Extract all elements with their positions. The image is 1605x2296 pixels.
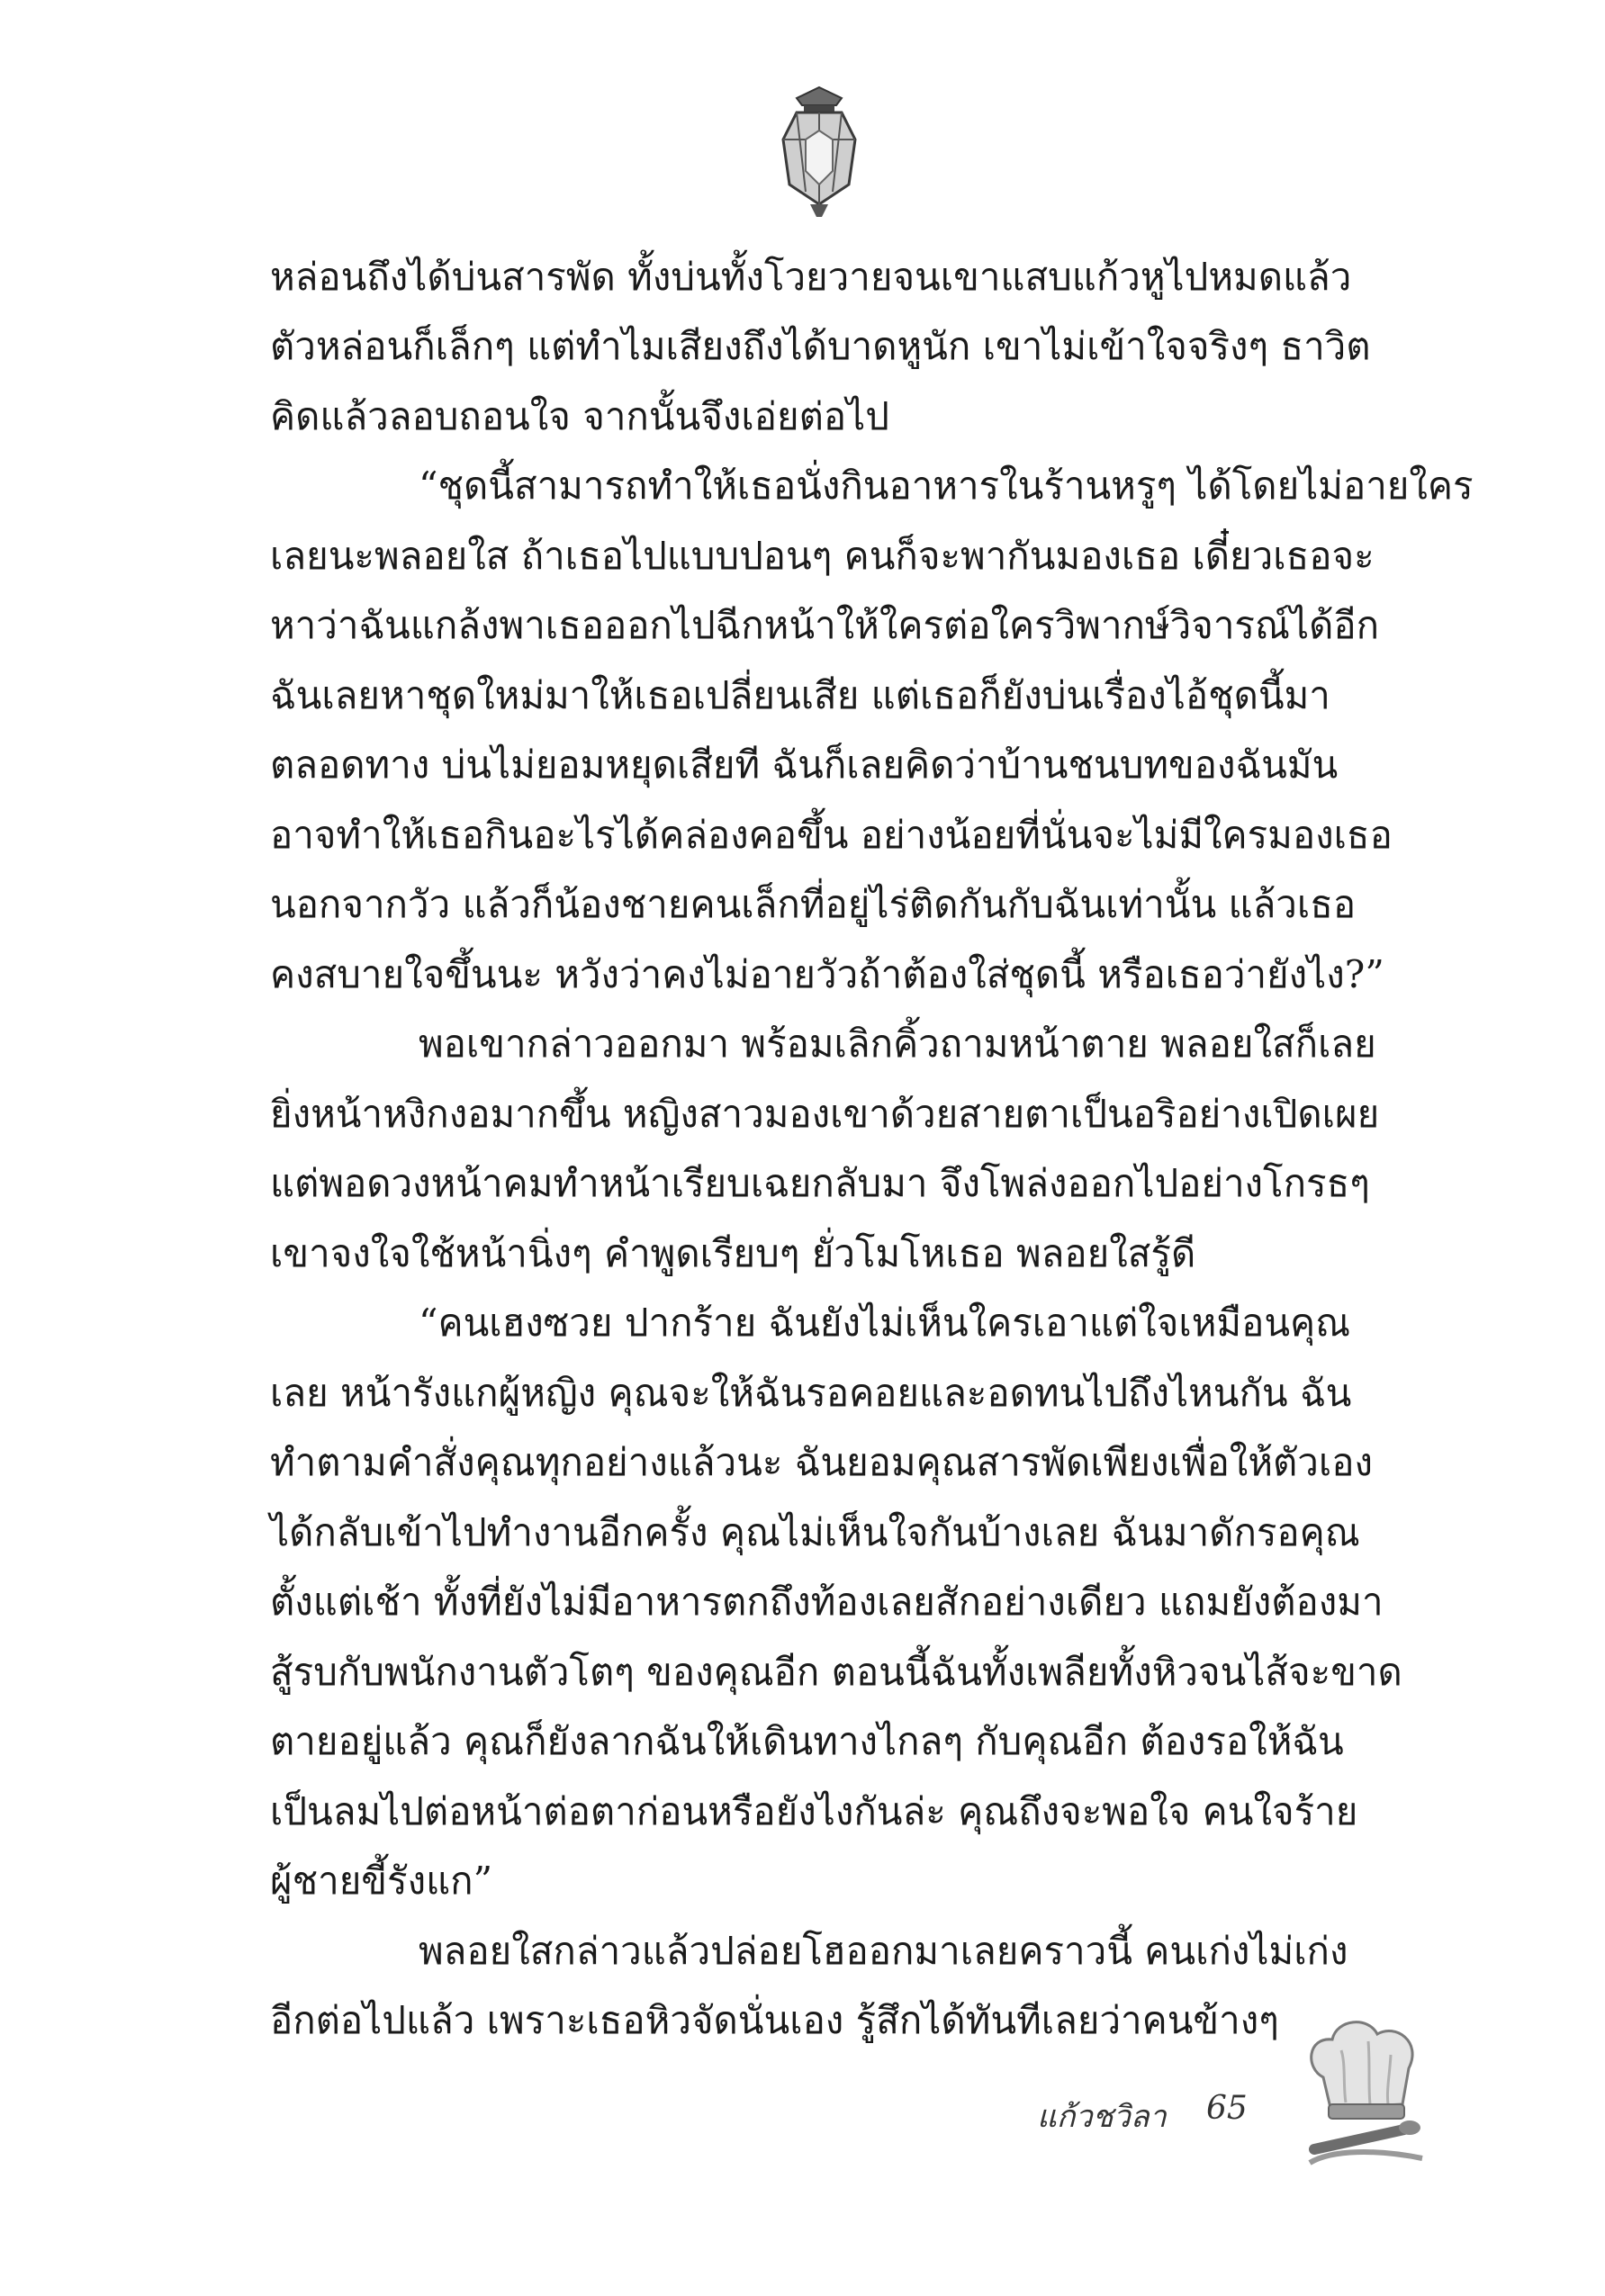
text-line: ตลอดทาง บ่นไม่ยอมหยุดเสียที ฉันก็เลยคิดว่าบ้านชนบทของฉันมัน — [270, 743, 1339, 787]
text-line: เป็นลมไปต่อหน้าต่อตาก่อนหรือยังไงกันล่ะ คุณถึงจะพอใจ คนใจร้าย — [270, 1789, 1358, 1833]
text-line: พอเขากล่าวออกมา พร้อมเลิกคิ้วถามหน้าตาย พลอยใสก็เลย — [419, 1022, 1376, 1066]
text-line: หล่อนถึงได้บ่นสารพัด ทั้งบ่นทั้งโวยวายจนเขาแสบแก้วหูไปหมดแล้ว — [270, 255, 1352, 299]
text-line: ตายอยู่แล้ว คุณก็ยังลากฉันให้เดินทางไกลๆ กับคุณอีก ต้องรอให้ฉัน — [270, 1719, 1344, 1763]
text-line: หาว่าฉันแกล้งพาเธอออกไปฉีกหน้าให้ใครต่อใครวิพากษ์วิจารณ์ได้อีก — [270, 603, 1380, 647]
text-line: สู้รบกับพนักงานตัวโตๆ ของคุณอีก ตอนนี้ฉันทั้งเพลียทั้งหิวจนไส้จะขาด — [270, 1650, 1402, 1694]
text-line: เลย หน้ารังแกผู้หญิง คุณจะให้ฉันรอคอยและอดทนไปถึงไหนกัน ฉัน — [270, 1371, 1352, 1415]
text-line: ฉันเลยหาชุดใหม่มาให้เธอเปลี่ยนเสีย แต่เธอก็ยังบ่นเรื่องไอ้ชุดนี้มา — [270, 673, 1330, 717]
text-line: อีกต่อไปแล้ว เพราะเธอหิวจัดนั่นเอง รู้สึกได้ทันทีเลยว่าคนข้างๆ — [270, 1998, 1279, 2042]
text-line: พลอยใสกล่าวแล้วปล่อยโฮออกมาเลยคราวนี้ คนเก่งไม่เก่ง — [419, 1929, 1348, 1973]
page-number: 65 — [1206, 2090, 1248, 2127]
text-line: เลยนะพลอยใส ถ้าเธอไปแบบปอนๆ คนก็จะพากันมองเธอ เดี๋ยวเธอจะ — [270, 534, 1375, 578]
text-line: คิดแล้วลอบถอนใจ จากนั้นจึงเอ่ยต่อไป — [270, 394, 889, 438]
text-line: ทำตามคำสั่งคุณทุกอย่างแล้วนะ ฉันยอมคุณสารพัดเพียงเพื่อให้ตัวเอง — [270, 1440, 1373, 1484]
text-line: แต่พอดวงหน้าคมทำหน้าเรียบเฉยกลับมา จึงโพล่งออกไปอย่างโกรธๆ — [270, 1161, 1370, 1205]
text-line: ตั้งแต่เช้า ทั้งที่ยังไม่มีอาหารตกถึงท้องเลยสักอย่างเดียว แถมยังต้องมา — [270, 1580, 1384, 1624]
text-line: ตัวหล่อนก็เล็กๆ แต่ทำไมเสียงถึงได้บาดหูนัก เขาไม่เข้าใจจริงๆ ธาวิต — [270, 324, 1371, 368]
text-line: นอกจากวัว แล้วก็น้องชายคนเล็กที่อยู่ไร่ติดกันกับฉันเท่านั้น แล้วเธอ — [270, 882, 1357, 926]
text-line: ยิ่งหน้าหงิกงอมากขึ้น หญิงสาวมองเขาด้วยสายตาเป็นอริอย่างเปิดเผย — [270, 1092, 1380, 1136]
lantern-icon — [770, 86, 869, 221]
text-line: เขาจงใจใช้หน้านิ่งๆ คำพูดเรียบๆ ยั่วโมโหเธอ พลอยใสรู้ดี — [270, 1231, 1196, 1275]
book-title: แก้วชวิลา — [1037, 2099, 1167, 2135]
text-line: “คนเฮงซวย ปากร้าย ฉันยังไม่เห็นใครเอาแต่ใจเหมือนคุณ — [419, 1301, 1351, 1345]
chef-hat-icon — [1296, 2014, 1431, 2167]
text-line: “ชุดนี้สามารถทำให้เธอนั่งกินอาหารในร้านหรูๆ ได้โดยไม่อายใคร — [419, 464, 1474, 508]
text-line: ได้กลับเข้าไปทำงานอีกครั้ง คุณไม่เห็นใจกันบ้างเลย ฉันมาดักรอคุณ — [270, 1510, 1360, 1554]
text-line: ผู้ชายขี้รังแก” — [270, 1859, 493, 1903]
text-line: คงสบายใจขึ้นนะ หวังว่าคงไม่อายวัวถ้าต้องใส่ชุดนี้ หรือเธอว่ายังไง?” — [270, 952, 1384, 996]
text-line: อาจทำให้เธอกินอะไรได้คล่องคอขึ้น อย่างน้อยที่นั่นจะไม่มีใครมองเธอ — [270, 813, 1393, 857]
